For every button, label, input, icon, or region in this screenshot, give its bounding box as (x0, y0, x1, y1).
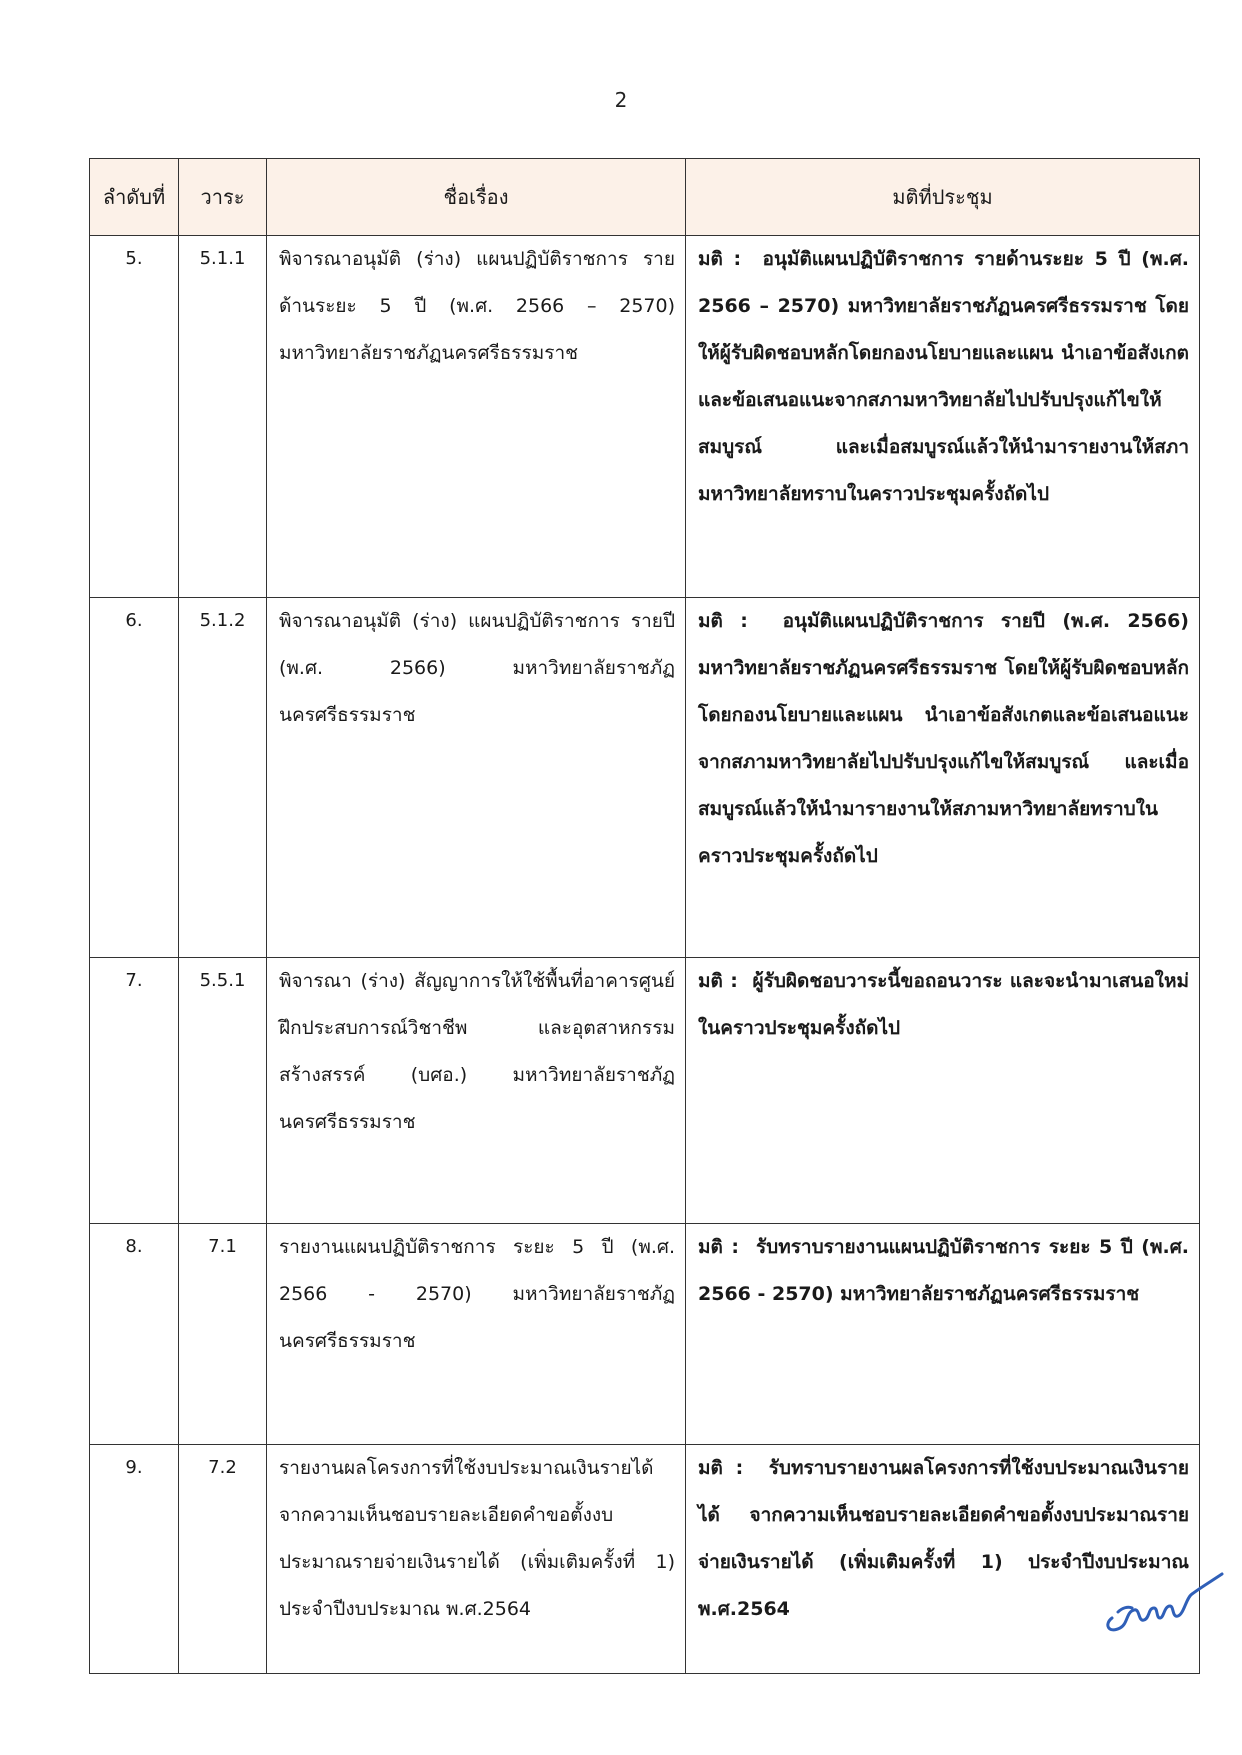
row-no: 8. (90, 1224, 179, 1445)
row-resolution (686, 1224, 1200, 1445)
header-agenda: วาระ (179, 159, 267, 236)
resolution-text: รับทราบรายงานผลโครงการที่ใช้งบประมาณเงินรายได้ จากความเห็นชอบรายละเอียดคำขอตั้งงบประมาณรายจ่ายเงินรายได้ (เพิ่มเติมครั้งที่ 1) ประจำปีงบประมาณ พ.ศ.2564 (698, 1457, 1189, 1620)
row-agenda: 5.5.1 (179, 958, 267, 1224)
row-agenda: 5.1.2 (179, 598, 267, 958)
row-agenda: 5.1.1 (179, 236, 267, 598)
minutes-table (89, 158, 1200, 1674)
row-no: 7. (90, 958, 179, 1224)
table-row (90, 958, 1200, 1224)
row-agenda: 7.2 (179, 1445, 267, 1674)
header-no: ลำดับที่ (90, 159, 179, 236)
handwritten-signature-icon (1098, 1568, 1228, 1638)
row-no: 5. (90, 236, 179, 598)
row-resolution (686, 236, 1200, 598)
row-no: 9. (90, 1445, 179, 1674)
resolution-label: มติ : (698, 1236, 739, 1258)
row-no: 6. (90, 598, 179, 958)
resolution-text: รับทราบรายงานแผนปฏิบัติราชการ ระยะ 5 ปี (พ.ศ. 2566 - 2570) มหาวิทยาลัยราชภัฏนครศรีธรรมราช (698, 1236, 1190, 1305)
row-title: พิจารณาอนุมัติ (ร่าง) แผนปฏิบัติราชการ รายปี (พ.ศ. 2566) มหาวิทยาลัยราชภัฏนครศรีธรรมราช (267, 598, 686, 958)
page-number: 2 (614, 88, 628, 112)
row-title: พิจารณา (ร่าง) สัญญาการให้ใช้พื้นที่อาคารศูนย์ฝึกประสบการณ์วิชาชีพ และอุตสาหกรรมสร้างสรรค์ (บศอ.) มหาวิทยาลัยราชภัฏนครศรีธรรมราช (267, 958, 686, 1224)
row-title: รายงานแผนปฏิบัติราชการ ระยะ 5 ปี (พ.ศ. 2566 - 2570) มหาวิทยาลัยราชภัฏนครศรีธรรมราช (267, 1224, 686, 1445)
table-row (90, 598, 1200, 958)
header-title: ชื่อเรื่อง (267, 159, 686, 236)
table-row (90, 1445, 1200, 1674)
resolution-label: มติ : (698, 970, 738, 992)
row-title: พิจารณาอนุมัติ (ร่าง) แผนปฏิบัติราชการ รายด้านระยะ 5 ปี (พ.ศ. 2566 – 2570) มหาวิทยาลัยราชภัฏนครศรีธรรมราช (267, 236, 686, 598)
table-row (90, 1224, 1200, 1445)
resolution-text: อนุมัติแผนปฏิบัติราชการ รายปี (พ.ศ. 2566) มหาวิทยาลัยราชภัฏนครศรีธรรมราช โดยให้ผู้รับผิดชอบหลักโดยกองนโยบายและแผน นำเอาข้อสังเกตและข้อเสนอแนะจากสภามหาวิทยาลัยไปปรับปรุงแก้ไขให้สมบูรณ์ และเมื่อสมบูรณ์แล้วให้นำมารายงานให้สภามหาวิทยาลัยทราบในคราวประชุมครั้งถัดไป (698, 610, 1189, 867)
resolution-label: มติ : (698, 610, 748, 632)
row-resolution (686, 598, 1200, 958)
resolution-text: อนุมัติแผนปฏิบัติราชการ รายด้านระยะ 5 ปี (พ.ศ. 2566 – 2570) มหาวิทยาลัยราชภัฏนครศรีธรรมราช โดยให้ผู้รับผิดชอบหลักโดยกองนโยบายและแผน นำเอาข้อสังเกตและข้อเสนอแนะจากสภามหาวิทยาลัยไปปรับปรุงแก้ไขให้สมบูรณ์ และเมื่อสมบูรณ์แล้วให้นำมารายงานให้สภามหาวิทยาลัยทราบในคราวประชุมครั้งถัดไป (698, 248, 1189, 505)
table-header-row (90, 159, 1200, 236)
header-resolution: มติที่ประชุม (686, 159, 1200, 236)
row-agenda: 7.1 (179, 1224, 267, 1445)
row-title: รายงานผลโครงการที่ใช้งบประมาณเงินรายได้ จากความเห็นชอบรายละเอียดคำขอตั้งงบประมาณรายจ่ายเงินรายได้ (เพิ่มเติมครั้งที่ 1) ประจำปีงบประมาณ พ.ศ.2564 (267, 1445, 686, 1674)
resolution-label: มติ : (698, 1457, 744, 1479)
row-resolution (686, 958, 1200, 1224)
resolution-text: ผู้รับผิดชอบวาระนี้ขอถอนวาระ และจะนำมาเสนอใหม่ในคราวประชุมครั้งถัดไป (698, 970, 1189, 1039)
row-resolution (686, 1445, 1200, 1674)
table-row (90, 236, 1200, 598)
resolution-label: มติ : (698, 248, 742, 270)
